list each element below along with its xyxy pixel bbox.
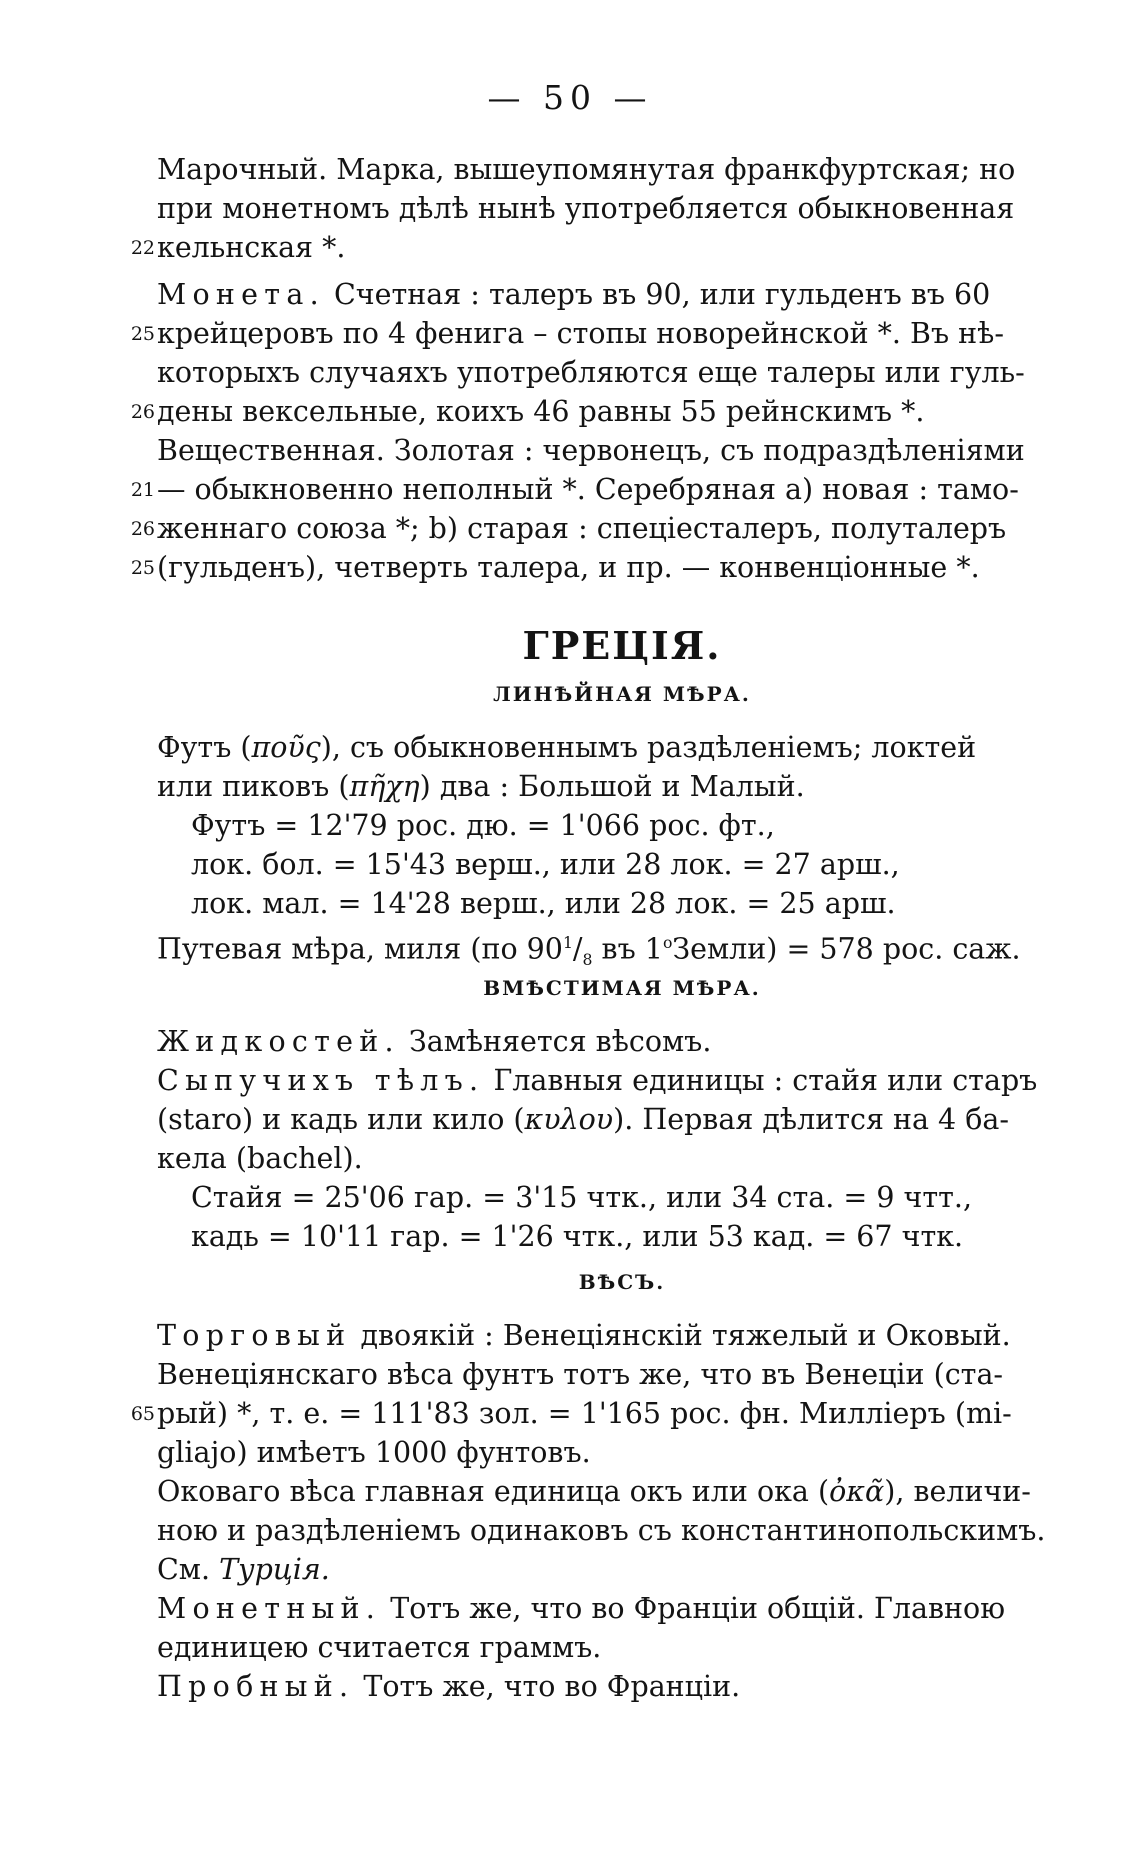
text-line: Венеціянскаго вѣса фунтъ тотъ же, что въ Венеціи (ста- <box>157 1358 1004 1391</box>
table-row: лок. мал. = 14'28 верш., или 28 лок. = 25 арш. <box>191 887 896 920</box>
text-line: Торговый двоякій : Венеціянскій тяжелый и Оковый. <box>157 1319 1011 1352</box>
text-line: Жидкостей. Замѣняется вѣсомъ. <box>157 1025 712 1058</box>
text-line: Монета. Счетная : талеръ въ 90, или гульденъ въ 60 <box>157 278 991 311</box>
margin-note: 25 <box>130 557 155 579</box>
text-line: 26 женнаго союза *; b) старая : спецiесталеръ, полуталеръ <box>157 509 1087 548</box>
subsection-heading: ВМѢСТИМАЯ МѢРА. <box>483 976 761 1000</box>
text-line: 65 рый) *, т. е. = 111'83 зол. = 1'165 рос. фн. Миллiеръ (mi- <box>157 1394 1087 1433</box>
text-line: 21 — обыкновенно неполный *. Серебряная а) новая : тамо- <box>157 470 1087 509</box>
text-line: См. Турція. <box>157 1553 330 1586</box>
margin-note: 26 <box>130 401 155 423</box>
text-line: при монетномъ дѣлѣ нынѣ употребляется обыкновенная <box>157 192 1015 225</box>
table-row: Футъ = 12'79 рос. дю. = 1'066 рос. фт., <box>191 809 775 842</box>
text-line: единицею считается граммъ. <box>157 1631 602 1664</box>
page-body <box>130 150 1087 1706</box>
text-line: Монетный. Тотъ же, что во Франціи общій. Главною <box>157 1592 1006 1625</box>
text-line: Вещественная. Золотая : червонецъ, съ подраздѣленіями <box>157 434 1025 467</box>
margin-note: 25 <box>130 323 155 345</box>
text-line: Марочный. Марка, вышеупомянутая франкфуртская; но <box>157 153 1016 186</box>
text-line: 22 кельнская *. <box>157 228 1087 267</box>
margin-note: 21 <box>130 479 155 501</box>
margin-note: 22 <box>130 237 155 259</box>
table-row: кадь = 10'11 гар. = 1'26 чтк., или 53 кад. = 67 чтк. <box>191 1220 964 1253</box>
text-line: (staro) и кадь или кило (κυλου). Первая дѣлится на 4 ба- <box>157 1103 1010 1136</box>
text-line: Пробный. Тотъ же, что во Франціи. <box>157 1670 741 1703</box>
text-line: или пиковъ (πῆχη) два : Большой и Малый. <box>157 770 805 803</box>
table-row: Стайя = 25'06 гар. = 3'15 чтк., или 34 ста. = 9 чтт., <box>191 1181 973 1214</box>
text-line: 26 дены вексельные, коихъ 46 равны 55 рейнскимъ *. <box>157 392 1087 431</box>
table-row: лок. бол. = 15'43 верш., или 28 лок. = 27 арш., <box>191 848 900 881</box>
margin-note: 26 <box>130 518 155 540</box>
text-line: которыхъ случаяхъ употребляются еще талеры или гуль- <box>157 356 1025 389</box>
text-line: gliajo) имѣетъ 1000 фунтовъ. <box>157 1436 591 1469</box>
text-line: Сыпучихъ тѣлъ. Главныя единицы : стайя или старъ <box>157 1064 1038 1097</box>
text-line: Футъ (ποῦς), съ обыкновеннымъ раздѣленіемъ; локтей <box>157 731 977 764</box>
text-line: Путевая мѣра, миля (по $90^1/_8$ въ $1^оЗемли) = 578$ рос. саж. <box>157 932 1021 970</box>
text-line: 25 (гульденъ), четверть талера, и пр. — конвенціонные *. <box>157 548 1087 587</box>
section-title: ГРЕЦІЯ. <box>522 623 722 668</box>
subsection-heading: ВѢСЪ. <box>578 1270 666 1294</box>
text-line: 25 крейцеровъ по 4 фенига – стопы новорейнской *. Въ нѣ- <box>157 314 1087 353</box>
subsection-heading: ЛИНѢЙНАЯ МѢРА. <box>493 682 751 706</box>
text-line: Оковаго вѣса главная единица окъ или ока (ὀκᾶ), величи- <box>157 1475 1031 1508</box>
margin-note: 65 <box>130 1403 155 1425</box>
page-number: — 50 — <box>487 78 653 117</box>
text-line: ною и раздѣленіемъ одинаковъ съ константинопольскимъ. <box>157 1514 1046 1547</box>
text-line: кела (bachel). <box>157 1142 363 1175</box>
